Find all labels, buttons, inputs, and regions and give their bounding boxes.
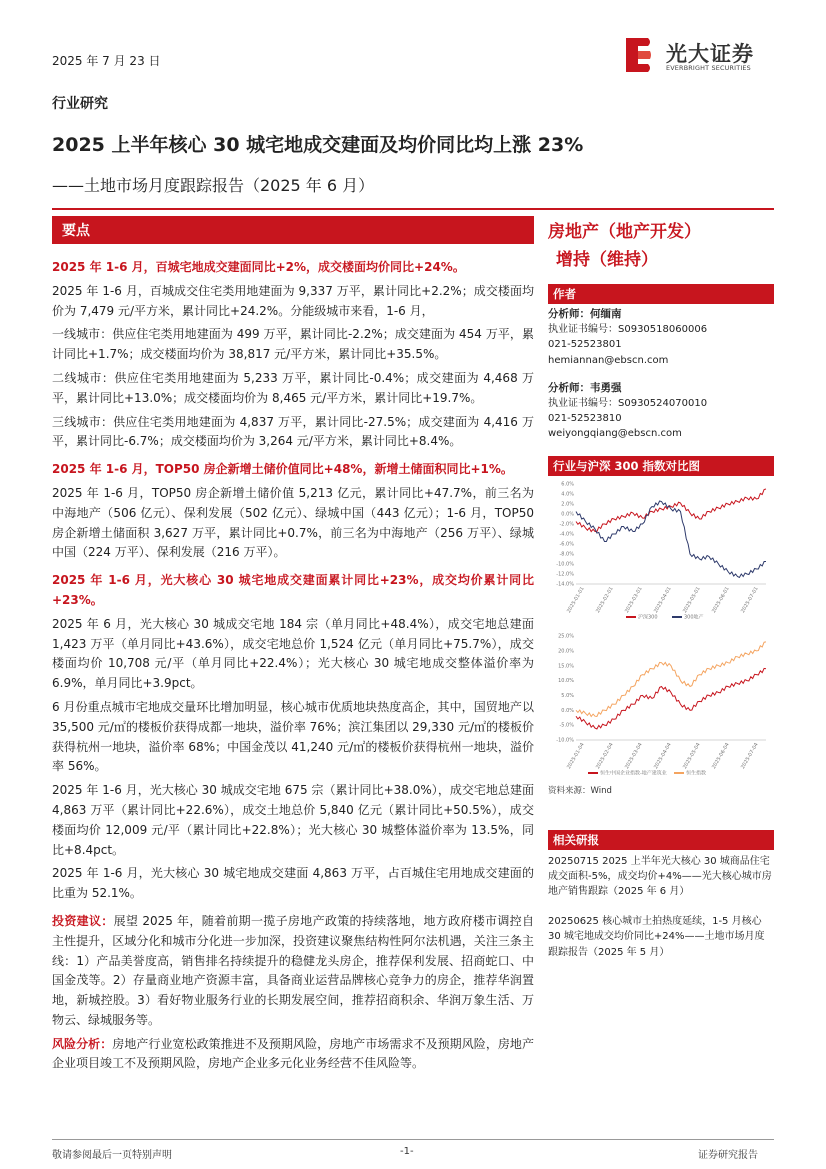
chart-header: 行业与沪深 300 指数对比图	[548, 456, 774, 476]
series-line	[576, 501, 766, 578]
y-tick-label: -5.0%	[559, 722, 574, 729]
chart-1	[548, 476, 774, 628]
y-tick-label: -12.0%	[556, 571, 574, 578]
author-cert: 执业证书编号：S0930524070010	[548, 398, 708, 410]
sidebar	[548, 218, 774, 960]
paragraph-text: 房地产行业宽松政策推进不及预期风险，房地产市场需求不及预期风险，房地产企业项目竣工不及预期风险，房地产企业多元化业务经营不佳风险等。	[52, 1036, 534, 1071]
x-tick-label: 2025-02-01	[595, 585, 615, 614]
x-tick-label: 2025-04-04	[653, 741, 673, 770]
footer-report-type: 证券研究报告	[698, 1150, 758, 1161]
x-tick-label: 2025-07-04	[740, 741, 760, 770]
legend-label: 恒生指数	[686, 770, 707, 777]
key-finding-heading: 2025 年 1-6 月，TOP50 房企新增土储价值同比+48%，新增土储面积同比+1%。	[52, 462, 513, 477]
y-tick-label: 2.0%	[561, 501, 574, 508]
logo-text-cn: 光大证券	[666, 42, 754, 66]
y-tick-label: 4.0%	[561, 491, 574, 498]
y-tick-label: -14.0%	[556, 581, 574, 588]
main-body	[52, 258, 534, 1078]
report-title: 2025 上半年核心 30 城宅地成交建面及均价同比均上涨 23%	[52, 134, 584, 156]
author-email[interactable]: hemiannan@ebscn.com	[548, 354, 669, 366]
body-paragraph: 一线城市：供应住宅类用地建面为 499 万平，累计同比-2.2%；成交建面为 454 万平，累计同比+1.7%；成交楼面均价为 38,817 元/平方米，累计同比+35.5%。	[52, 327, 534, 362]
x-tick-label: 2025-06-04	[711, 741, 731, 770]
legend-label: 沪深300	[638, 614, 658, 621]
key-finding-heading: 2025 年 1-6 月，百城宅地成交建面同比+2%，成交楼面均价同比+24%。	[52, 260, 465, 274]
key-finding-heading: 2025 年 1-6 月，光大核心 30 城宅地成交建面累计同比+23%，成交均价累计同比+23%。	[52, 573, 534, 607]
labeled-paragraph	[52, 1035, 534, 1075]
body-paragraph: 2025 年 1-6 月，光大核心 30 城宅地成交建面 4,863 万平，占百城住宅用地成交建面的比重为 52.1%。	[52, 866, 534, 901]
company-logo	[626, 38, 776, 74]
y-tick-label: 20.0%	[558, 648, 574, 655]
legend-swatch	[672, 616, 682, 618]
author-name: 分析师：韦勇强	[548, 381, 622, 394]
paragraph-label: 风险分析：	[52, 1036, 113, 1051]
logo-mark-icon	[626, 38, 652, 72]
body-paragraph: 6 月份重点城市宅地成交量环比增加明显，核心城市优质地块热度高企，其中，国贸地产以 35,500 元/㎡的楼板价获得成都一地块，溢价率 76%；滨江集团以 29,330 元/㎡的楼板价获得杭州一地块，溢价率 68%；中国金茂以 41,240 元/㎡的楼板价获得杭州一地块，溢价率 56%。	[52, 699, 534, 774]
chart-hsi-vs-property	[548, 628, 774, 780]
author-email[interactable]: weiyongqiang@ebscn.com	[548, 428, 682, 440]
x-tick-label: 2025-03-01	[624, 585, 644, 614]
x-tick-label: 2025-02-04	[595, 741, 615, 770]
y-tick-label: -10.0%	[556, 737, 574, 744]
authors-header: 作者	[548, 284, 774, 304]
author-phone: 021-52523810	[548, 413, 622, 425]
paragraph-label: 投资建议：	[52, 913, 114, 928]
x-tick-label: 2025-06-01	[711, 585, 731, 614]
labeled-paragraph	[52, 912, 534, 1031]
legend-label: 恒生中国企业指数-地产建筑业	[600, 770, 667, 777]
x-tick-label: 2025-03-04	[624, 741, 644, 770]
footer-disclaimer: 敬请参阅最后一页特别声明	[52, 1150, 172, 1161]
y-tick-label: 0.0%	[561, 511, 574, 518]
body-paragraph: 二线城市：供应住宅类用地建面为 5,233 万平，累计同比-0.4%；成交建面为 4,468 万平，累计同比+13.0%；成交楼面均价为 8,465 元/平方米，累计同比+19.7%。	[52, 370, 534, 405]
author-name: 分析师：何缅南	[548, 308, 622, 320]
report-date: 2025 年 7 月 23 日	[52, 54, 161, 68]
body-paragraph: 2025 年 1-6 月，光大核心 30 城成交宅地 675 宗（累计同比+38.0%），成交宅地总建面 4,863 万平（累计同比+22.6%），成交土地总价 5,840 亿元（累计同比+50.5%），成交楼面均价 12,009 元/平（累计同比+22.8%）；光大核心 30 城整体溢价率为 13.5%，同比+8.4pct。	[52, 783, 534, 857]
related-header: 相关研报	[548, 830, 774, 850]
report-category: 行业研究	[52, 96, 108, 112]
author-block-2	[548, 381, 774, 442]
y-tick-label: 15.0%	[558, 662, 574, 669]
x-tick-label: 2025-04-01	[653, 585, 673, 614]
chart-hs300-vs-property	[548, 476, 774, 624]
series-line	[576, 642, 766, 717]
y-tick-label: 0.0%	[561, 707, 574, 714]
body-paragraph: 2025 年 1-6 月，百城成交住宅类用地建面为 9,337 万平，累计同比+2.2%；成交楼面均价为 7,479 元/平方米，累计同比+24.2%。分能级城市来看，1-6 月，	[52, 283, 534, 318]
x-tick-label: 2025-05-04	[682, 741, 702, 770]
author-block-1	[548, 307, 774, 368]
body-paragraph: 2025 年 1-6 月，TOP50 房企新增土储价值 5,213 亿元，累计同比+47.7%，前三名为中海地产（506 亿元）、保利发展（502 亿元）、绿城中国（443 亿元）；1-6 月，TOP50 房企新增土储面积 3,627 万平，累计同比+0.7%，前三名为中海地产（256 万平）、绿城中国（224 万平）、保利发展（216 万平）。	[52, 485, 534, 560]
page-number: -1-	[400, 1146, 414, 1157]
chart-2	[548, 628, 774, 784]
keypoints-label: 要点	[62, 223, 90, 239]
report-subtitle: ——土地市场月度跟踪报告（2025 年 6 月）	[52, 176, 375, 195]
x-tick-label: 2025-07-01	[740, 585, 760, 614]
industry-label: 房地产（地产开发）	[548, 222, 701, 242]
related-report-1[interactable]: 20250715 2025 上半年光大核心 30 城商品住宅成交面积-5%，成交均价+4%——光大核心城市房地产销售跟踪（2025 年 6 月）	[548, 855, 772, 898]
rating-label: 增持（维持）	[556, 250, 658, 270]
paragraph-text: 展望 2025 年，随着前期一揽子房地产政策的持续落地，地方政府楼市调控自主性提升，区域分化和城市分化进一步加深，投资建议聚焦结构性阿尔法机遇，关注三条主线：1）产品美誉度高，销售排名持续提升的稳健龙头房企，推荐保利发展、招商蛇口、中国金茂等。2）存量商业地产资源丰富，具备商业运营品牌核心竞争力的房企，推荐华润置地，新城控股。3）看好物业服务行业的长期发展空间，推荐招商积余、华润万象生活、万物云、绿城服务等。	[52, 913, 534, 1027]
y-tick-label: 6.0%	[561, 481, 574, 488]
legend-swatch	[626, 616, 636, 618]
related-report-2[interactable]: 20250625 核心城市土拍热度延续，1-5 月核心 30 城宅地成交均价同比+24%——土地市场月度跟踪报告（2025 年 5 月）	[548, 915, 765, 958]
title-divider	[52, 208, 774, 210]
legend-label: 300地产	[684, 614, 704, 621]
y-tick-label: 25.0%	[558, 633, 574, 640]
y-tick-label: -10.0%	[556, 561, 574, 568]
author-cert: 执业证书编号：S0930518060006	[548, 324, 708, 336]
body-paragraph: 三线城市：供应住宅类用地建面为 4,837 万平，累计同比-27.5%；成交建面为 4,416 万平，累计同比-6.7%；成交楼面均价为 3,264 元/平方米，累计同比+8.4%。	[52, 414, 534, 449]
y-tick-label: -8.0%	[559, 551, 574, 558]
footer-divider	[52, 1139, 774, 1140]
logo-text-en: EVERBRIGHT SECURITIES	[666, 64, 751, 72]
x-tick-label: 2025-01-01	[566, 585, 586, 614]
chart-source: 资料来源：Wind	[548, 785, 612, 796]
keypoints-header	[52, 216, 534, 244]
author-phone: 021-52523801	[548, 339, 622, 351]
legend-swatch	[674, 772, 684, 774]
x-tick-label: 2025-01-04	[566, 741, 586, 770]
y-tick-label: -6.0%	[559, 541, 574, 548]
body-paragraph: 2025 年 6 月，光大核心 30 城成交宅地 184 宗（单月同比+48.4%），成交宅地总建面 1,423 万平（单月同比+43.6%），成交宅地总价 1,524 亿元（单月同比+75.7%），成交楼面均价 10,708 元/平（单月同比+22.4%）；光大核心 30 城宅地成交整体溢价率为 6.9%，单月同比+3.9pct。	[52, 616, 534, 691]
y-tick-label: 10.0%	[558, 677, 574, 684]
x-tick-label: 2025-05-01	[682, 585, 702, 614]
legend-swatch	[588, 772, 598, 774]
y-tick-label: 5.0%	[561, 692, 574, 699]
series-line	[576, 668, 766, 729]
series-line	[576, 489, 766, 532]
y-tick-label: -2.0%	[559, 521, 574, 528]
y-tick-label: -4.0%	[559, 531, 574, 538]
